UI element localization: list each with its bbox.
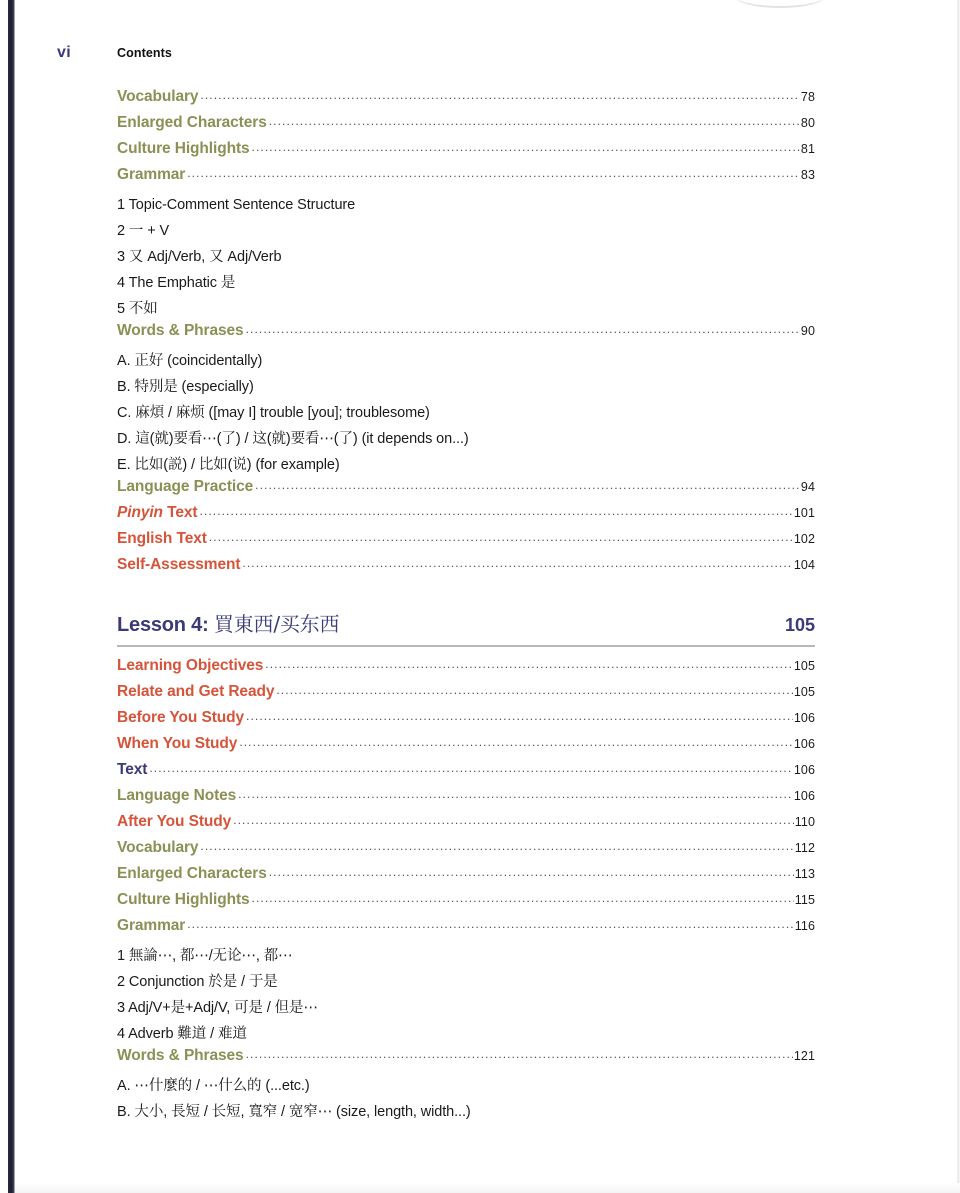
toc-entry-page-number: 101 xyxy=(793,506,815,520)
dot-leader xyxy=(269,865,794,878)
toc-entry-label: Relate and Get Ready xyxy=(117,683,275,700)
toc-entry-label: Language Practice xyxy=(117,478,254,495)
dot-leader xyxy=(199,504,792,517)
toc-entry-page-number: 78 xyxy=(800,90,815,104)
toc-entry-label: Text xyxy=(117,761,148,778)
book-binding-edge xyxy=(8,0,15,1193)
toc-entry[interactable] xyxy=(117,865,815,891)
lesson-divider-rule xyxy=(117,645,815,647)
toc-entry-page-number: 106 xyxy=(793,763,815,777)
toc-subitem: E. 比如(説) / 比如(说) (for example) xyxy=(117,457,340,473)
lesson-heading[interactable] xyxy=(117,608,815,638)
toc-entry[interactable] xyxy=(117,657,815,683)
toc-subitem: 4 Adverb 難道 / 难道 xyxy=(117,1026,247,1042)
scan-artifact-arc xyxy=(735,0,825,8)
toc-entry-label: Enlarged Characters xyxy=(117,865,267,882)
toc-entry-page-number: 81 xyxy=(800,142,815,156)
toc-entry-page-number: 90 xyxy=(800,324,815,338)
dot-leader xyxy=(252,140,800,153)
toc-entry[interactable] xyxy=(117,556,815,582)
dot-leader xyxy=(265,657,793,670)
toc-subitem: C. 麻煩 / 麻烦 ([may I] trouble [you]; troublesome) xyxy=(117,405,430,421)
toc-entry-page-number: 112 xyxy=(794,841,815,855)
toc-entry-page-number: 80 xyxy=(800,116,815,130)
toc-entry-label: Language Notes xyxy=(117,787,237,804)
dot-leader xyxy=(200,88,799,101)
toc-entry[interactable] xyxy=(117,709,815,735)
toc-entry-page-number: 115 xyxy=(794,893,815,907)
toc-entry-label: Enlarged Characters xyxy=(117,114,267,131)
toc-entry[interactable] xyxy=(117,1047,815,1073)
lesson-title-chinese: 買東西/买东西 xyxy=(213,612,340,636)
toc-entry[interactable] xyxy=(117,166,815,192)
toc-subitem: 4 The Emphatic 是 xyxy=(117,275,236,291)
toc-entry-label: Culture Highlights xyxy=(117,140,250,157)
toc-entry-label: Grammar xyxy=(117,917,186,934)
dot-leader xyxy=(209,530,793,543)
dot-leader xyxy=(252,891,794,904)
toc-entry[interactable] xyxy=(117,114,815,140)
dot-leader xyxy=(246,1047,793,1060)
toc-subitem: 3 又 Adj/Verb, 又 Adj/Verb xyxy=(117,249,282,265)
page-bottom-edge xyxy=(15,1183,960,1193)
dot-leader xyxy=(233,813,794,826)
dot-leader xyxy=(149,761,793,774)
toc-entry[interactable] xyxy=(117,891,815,917)
toc-subitem: D. 這(就)要看⋯(了) / 这(就)要看⋯(了) (it depends on...) xyxy=(117,431,469,447)
toc-entry-label: Words & Phrases xyxy=(117,1047,244,1064)
toc-subitem: B. 大小, 長短 / 长短, 寬窄 / 宽窄⋯ (size, length, width...) xyxy=(117,1104,471,1120)
dot-leader xyxy=(246,322,800,335)
toc-entry[interactable] xyxy=(117,787,815,813)
toc-entry-label: Culture Highlights xyxy=(117,891,250,908)
dot-leader xyxy=(242,556,792,569)
toc-entry-page-number: 121 xyxy=(793,1049,815,1063)
running-title: Contents xyxy=(117,46,172,60)
toc-entry[interactable] xyxy=(117,88,815,114)
toc-entry-page-number: 104 xyxy=(793,558,815,572)
lesson-title xyxy=(117,608,339,637)
toc-entry[interactable] xyxy=(117,530,815,556)
toc-entry-label: Before You Study xyxy=(117,709,245,726)
toc-entry-label: Pinyin Text xyxy=(117,504,198,521)
toc-entry-label: Vocabulary xyxy=(117,839,199,856)
toc-entry[interactable] xyxy=(117,735,815,761)
page-folio: vi xyxy=(57,44,71,61)
toc-entry[interactable] xyxy=(117,478,815,504)
toc-entry-page-number: 105 xyxy=(793,685,815,699)
toc-entry-page-number: 113 xyxy=(794,867,815,881)
dot-leader xyxy=(187,917,794,930)
dot-leader xyxy=(187,166,800,179)
toc-entry-label: Vocabulary xyxy=(117,88,199,105)
toc-entry-page-number: 106 xyxy=(793,737,815,751)
dot-leader xyxy=(269,114,800,127)
toc-entry-label: Self-Assessment xyxy=(117,556,241,573)
toc-entry-label: Words & Phrases xyxy=(117,322,244,339)
toc-entry-page-number: 105 xyxy=(793,659,815,673)
toc-entry[interactable] xyxy=(117,322,815,348)
toc-subitem: 1 Topic-Comment Sentence Structure xyxy=(117,197,356,213)
toc-entry-label: After You Study xyxy=(117,813,232,830)
running-head xyxy=(0,44,960,66)
toc-entry[interactable] xyxy=(117,140,815,166)
toc-entry-page-number: 106 xyxy=(793,711,815,725)
toc-entry[interactable] xyxy=(117,504,815,530)
toc-entry-page-number: 83 xyxy=(800,168,815,182)
dot-leader xyxy=(200,839,793,852)
toc-subitem: A. 正好 (coincidentally) xyxy=(117,353,263,369)
toc-entry-label: English Text xyxy=(117,530,207,547)
toc-subitem: B. 特別是 (especially) xyxy=(117,379,254,395)
toc-subitem: 5 不如 xyxy=(117,301,158,317)
toc-subitem: 3 Adj/V+是+Adj/V, 可是 / 但是⋯ xyxy=(117,1000,318,1016)
toc-entry[interactable] xyxy=(117,917,815,943)
toc-entry-page-number: 102 xyxy=(793,532,815,546)
toc-entry-page-number: 110 xyxy=(794,815,815,829)
dot-leader xyxy=(255,478,800,491)
toc-entry-page-number: 116 xyxy=(794,919,815,933)
lesson-heading-block xyxy=(117,608,815,647)
toc-entry-label: Learning Objectives xyxy=(117,657,264,674)
toc-subitem: 2 Conjunction 於是 / 于是 xyxy=(117,974,278,990)
table-of-contents xyxy=(117,88,815,1125)
lesson-title-prefix: Lesson 4: xyxy=(117,614,209,636)
toc-subitem: A. ⋯什麼的 / ⋯什么的 (...etc.) xyxy=(117,1078,310,1094)
toc-entry-page-number: 94 xyxy=(800,480,815,494)
toc-entry-label: When You Study xyxy=(117,735,238,752)
dot-leader xyxy=(239,735,793,748)
toc-entry[interactable] xyxy=(117,813,815,839)
toc-entry-page-number: 106 xyxy=(793,789,815,803)
dot-leader xyxy=(238,787,793,800)
toc-entry[interactable] xyxy=(117,683,815,709)
page-left-margin xyxy=(0,0,8,1193)
toc-entry[interactable] xyxy=(117,839,815,865)
dot-leader xyxy=(276,683,792,696)
toc-subitem: 1 無論⋯, 都⋯/无论⋯, 都⋯ xyxy=(117,948,293,964)
lesson-page-number: 105 xyxy=(784,615,815,635)
toc-entry-label: Grammar xyxy=(117,166,186,183)
toc-subitem: 2 一 + V xyxy=(117,223,170,239)
toc-entry[interactable] xyxy=(117,761,815,787)
dot-leader xyxy=(246,709,793,722)
